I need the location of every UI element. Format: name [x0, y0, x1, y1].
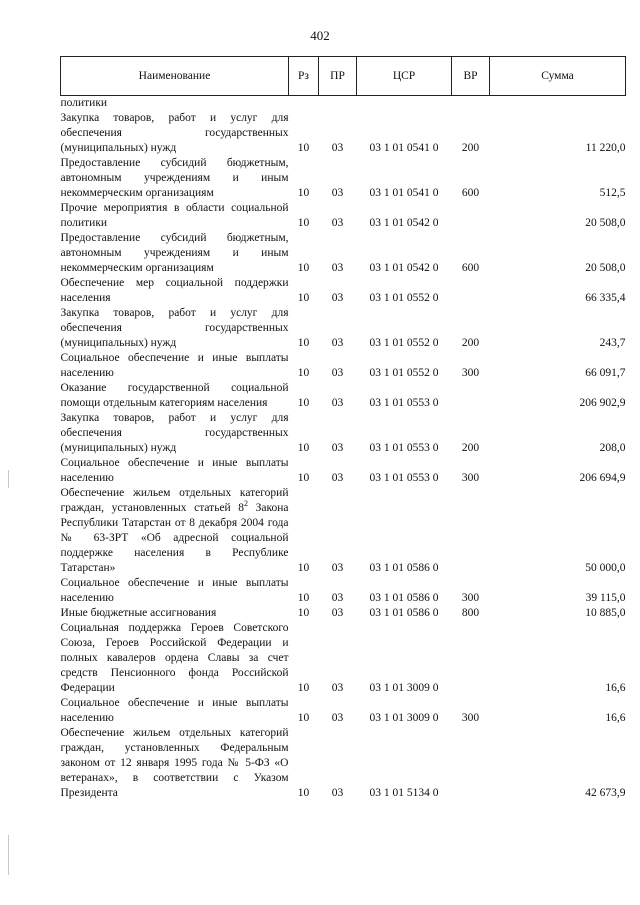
row-vr: 300	[461, 592, 480, 604]
row-sum: 20 508,0	[585, 262, 626, 274]
row-name-text-cont: Закона Республики Татарстан от 8 декабря 2004 года № 63-ЗРТ «Об адресной социальной поддержке населения в Республике Татарстан»	[60, 502, 289, 574]
row-rz: 10	[297, 217, 310, 229]
row-rz: 10	[297, 562, 310, 574]
row-vr: 300	[461, 472, 480, 484]
row-csr: 03 1 01 0586 0	[369, 607, 439, 619]
row-sum: 512,5	[599, 187, 626, 199]
row-sum: 16,6	[605, 712, 626, 724]
row-rz: 10	[297, 592, 310, 604]
row-vr: 300	[461, 712, 480, 724]
budget-table	[60, 56, 626, 801]
page-number: 402	[310, 28, 330, 43]
table-row	[61, 726, 626, 801]
row-name: Социальная поддержка Героев Советского Союза, Героев Российской Федерации и полных кавалеров ордена Славы за счет средств Пенсионного фонда Российской Федерации	[60, 622, 289, 694]
row-name: политики	[60, 97, 108, 109]
row-sum: 42 673,9	[585, 787, 626, 799]
row-vr: 300	[461, 367, 480, 379]
row-pr: 03	[331, 787, 344, 799]
row-sum: 208,0	[599, 442, 626, 454]
row-csr: 03 1 01 0552 0	[369, 292, 439, 304]
row-sum: 20 508,0	[585, 217, 626, 229]
row-rz: 10	[297, 682, 310, 694]
superscript-article-number: 2	[244, 499, 249, 509]
row-csr: 03 1 01 0553 0	[369, 472, 439, 484]
row-sum: 16,6	[605, 682, 626, 694]
row-pr: 03	[331, 142, 344, 154]
row-sum: 50 000,0	[585, 562, 626, 574]
row-rz: 10	[297, 142, 310, 154]
row-pr: 03	[331, 472, 344, 484]
row-rz: 10	[297, 787, 310, 799]
row-sum: 206 694,9	[579, 472, 626, 484]
row-name: Иные бюджетные ассигнования	[60, 607, 217, 619]
row-vr: 600	[461, 187, 480, 199]
row-csr: 03 1 01 0586 0	[369, 562, 439, 574]
row-pr: 03	[331, 592, 344, 604]
row-sum: 243,7	[599, 337, 626, 349]
table-row	[61, 621, 626, 696]
row-name: Предоставление субсидий бюджетным, автономным учреждениям и иным некоммерческим организациям	[60, 232, 289, 274]
row-sum: 206 902,9	[579, 397, 626, 409]
row-vr	[452, 201, 490, 231]
row-name	[61, 486, 289, 576]
row-pr: 03	[331, 397, 344, 409]
row-vr	[452, 621, 490, 696]
table-header-row	[61, 57, 626, 96]
row-rz: 10	[297, 472, 310, 484]
table-row	[61, 111, 626, 156]
row-vr	[452, 96, 490, 112]
row-csr: 03 1 01 0553 0	[369, 442, 439, 454]
row-name: Закупка товаров, работ и услуг для обеспечения государственных (муниципальных) нужд	[60, 307, 289, 349]
row-name: Обеспечение жильем отдельных категорий граждан, установленных Федеральным законом от 12 января 1995 года № 5-ФЗ «О ветеранах», в соответствии с Указом Президента	[60, 727, 289, 799]
row-rz: 10	[297, 367, 310, 379]
row-vr: 800	[461, 607, 480, 619]
row-vr	[452, 276, 490, 306]
row-pr: 03	[331, 607, 344, 619]
table-row	[61, 96, 626, 112]
row-vr: 200	[461, 442, 480, 454]
row-csr: 03 1 01 0542 0	[369, 217, 439, 229]
row-name: Оказание государственной социальной помощи отдельным категориям населения	[60, 382, 289, 409]
row-rz: 10	[297, 262, 310, 274]
table-row	[61, 306, 626, 351]
table-row	[61, 411, 626, 456]
row-csr: 03 1 01 0552 0	[369, 367, 439, 379]
row-sum	[490, 96, 626, 112]
row-name: Закупка товаров, работ и услуг для обеспечения государственных (муниципальных) нужд	[60, 412, 289, 454]
row-sum: 66 335,4	[585, 292, 626, 304]
table-row	[61, 456, 626, 486]
header-sum: Сумма	[490, 57, 626, 96]
row-rz: 10	[297, 607, 310, 619]
row-name: Социальное обеспечение и иные выплаты населению	[60, 352, 289, 379]
row-name-text: Обеспечение жильем отдельных категорий граждан, установленных статьей 8	[60, 487, 289, 514]
row-name: Прочие мероприятия в области социальной политики	[60, 202, 289, 229]
row-pr: 03	[331, 682, 344, 694]
row-pr: 03	[331, 562, 344, 574]
table-row	[61, 486, 626, 576]
row-name: Обеспечение мер социальной поддержки населения	[60, 277, 289, 304]
row-csr: 03 1 01 0553 0	[369, 397, 439, 409]
table-row	[61, 156, 626, 201]
row-name: Социальное обеспечение и иные выплаты населению	[60, 457, 289, 484]
row-sum: 39 115,0	[585, 592, 626, 604]
table-row	[61, 201, 626, 231]
table-row	[61, 381, 626, 411]
row-csr: 03 1 01 0542 0	[369, 262, 439, 274]
row-name: Закупка товаров, работ и услуг для обеспечения государственных (муниципальных) нужд	[60, 112, 289, 154]
scan-mark	[8, 835, 9, 875]
row-csr	[357, 96, 452, 112]
row-name: Социальное обеспечение и иные выплаты населению	[60, 697, 289, 724]
header-csr: ЦСР	[357, 57, 452, 96]
row-sum: 66 091,7	[585, 367, 626, 379]
row-vr	[452, 726, 490, 801]
row-csr: 03 1 01 5134 0	[369, 787, 439, 799]
row-pr: 03	[331, 442, 344, 454]
row-vr: 200	[461, 337, 480, 349]
row-vr	[452, 486, 490, 576]
table-row	[61, 351, 626, 381]
row-rz: 10	[297, 187, 310, 199]
row-rz: 10	[297, 292, 310, 304]
row-rz: 10	[297, 397, 310, 409]
row-rz: 10	[297, 442, 310, 454]
row-rz	[289, 96, 319, 112]
table-row	[61, 276, 626, 306]
row-vr	[452, 381, 490, 411]
row-rz: 10	[297, 337, 310, 349]
row-pr: 03	[331, 712, 344, 724]
scan-mark	[8, 470, 9, 488]
row-pr: 03	[331, 187, 344, 199]
table-row	[61, 576, 626, 606]
row-pr: 03	[331, 217, 344, 229]
row-sum: 11 220,0	[585, 142, 626, 154]
row-pr: 03	[331, 367, 344, 379]
row-name: Предоставление субсидий бюджетным, автономным учреждениям и иным некоммерческим организациям	[60, 157, 289, 199]
header-vr: ВР	[452, 57, 490, 96]
table-row	[61, 696, 626, 726]
row-vr: 600	[461, 262, 480, 274]
row-sum: 10 885,0	[585, 607, 626, 619]
row-csr: 03 1 01 0541 0	[369, 142, 439, 154]
row-name: Социальное обеспечение и иные выплаты населению	[60, 577, 289, 604]
header-rz: Рз	[289, 57, 319, 96]
row-csr: 03 1 01 0541 0	[369, 187, 439, 199]
row-pr: 03	[331, 262, 344, 274]
table-row	[61, 231, 626, 276]
row-csr: 03 1 01 3009 0	[369, 712, 439, 724]
row-csr: 03 1 01 0552 0	[369, 337, 439, 349]
row-vr: 200	[461, 142, 480, 154]
row-pr: 03	[331, 337, 344, 349]
row-csr: 03 1 01 0586 0	[369, 592, 439, 604]
row-pr	[319, 96, 357, 112]
header-name: Наименование	[61, 57, 289, 96]
row-pr: 03	[331, 292, 344, 304]
row-rz: 10	[297, 712, 310, 724]
header-pr: ПР	[319, 57, 357, 96]
row-csr: 03 1 01 3009 0	[369, 682, 439, 694]
table-row	[61, 606, 626, 621]
